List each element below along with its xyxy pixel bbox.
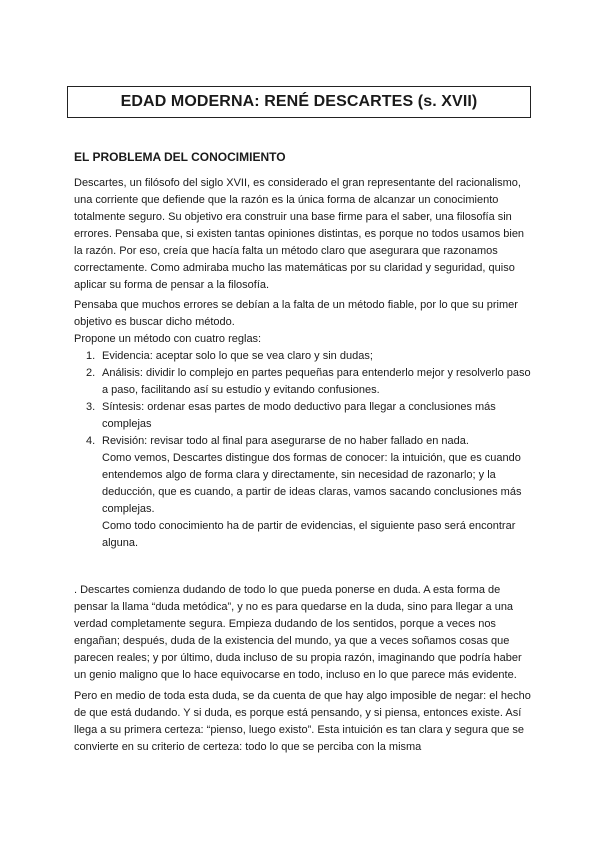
list-item (74, 365, 534, 399)
list-item (74, 433, 534, 552)
list-text: Síntesis: ordenar esas partes de modo deductivo para llegar a conclusiones más complejas (102, 401, 496, 430)
paragraph-methodic-doubt: . Descartes comienza dudando de todo lo que pueda ponerse en duda. A esta forma de pensar la llama “duda metódica”, y no es para quedarse en la duda, sino para llegar a una verdad completamente segura. Empieza dudando de los sentidos, porque a veces nos engañan; después, duda de la existencia del mundo, ya que a veces soñamos cosas que parecen reales; y por último, duda incluso de su propia razón, imaginando que podría haber un genio maligno que lo hace equivocarse en todo, incluso en lo que parece más evidente. (74, 584, 522, 681)
list-number: 1. (86, 350, 96, 362)
rule-4-next-step: Como todo conocimiento ha de partir de evidencias, el siguiente paso será encontrar alguna. (102, 520, 516, 549)
section-heading: EL PROBLEMA DEL CONOCIMIENTO (74, 150, 286, 164)
list-number: 2. (86, 367, 96, 379)
list-text: Análisis: dividir lo complejo en partes pequeñas para entenderlo mejor y resolverlo paso a paso, facilitando así su estudio y evitando confusiones. (102, 367, 531, 396)
paragraph-method: Pensaba que muchos errores se debían a la falta de un método fiable, por lo que su primer objetivo es buscar dicho método. (74, 299, 518, 328)
rules-list (74, 348, 534, 552)
list-number: 3. (86, 401, 96, 413)
document-title: EDAD MODERNA: RENÉ DESCARTES (s. XVII) (67, 86, 531, 118)
list-number: 4. (86, 435, 96, 447)
paragraph-intro: Descartes, un filósofo del siglo XVII, es considerado el gran representante del racionalismo, una corriente que defiende que la razón es la única forma de alcanzar un conocimiento totalmente seguro. Su objetivo era construir una base firme para el saber, una filosofía sin errores. Pensaba que, si existen tantas opiniones distintas, es porque no todos usamos bien la razón. Por eso, creía que hacía falta un método claro que asegurara que razonamos correctamente. Como admiraba mucho las matemáticas por su claridad y seguridad, quiso aplicar su forma de pensar a la filosofía. (74, 177, 525, 291)
list-text: Revisión: revisar todo al final para asegurarse de no haber fallado en nada. (102, 435, 469, 447)
rule-4-explanation: Como vemos, Descartes distingue dos formas de conocer: la intuición, que es cuando entendemos algo de forma clara y directamente, sin necesidad de razonarlo; y la deducción, que es cuando, a partir de ideas claras, vamos sacando conclusiones más complejas. (102, 452, 522, 515)
list-item (74, 399, 534, 433)
paragraph-rules-intro: Propone un método con cuatro reglas: (74, 333, 262, 345)
list-text: Evidencia: aceptar solo lo que se vea claro y sin dudas; (102, 350, 373, 362)
paragraph-first-certainty: Pero en medio de toda esta duda, se da cuenta de que hay algo imposible de negar: el hecho de que está dudando. Y si duda, es porque está pensando, y si piensa, entonces existe. Así llega a su primera certeza: “pienso, luego existo”. Esta intuición es tan clara y segura que se convierte en su criterio de certeza: todo lo que se perciba con la misma (74, 690, 531, 753)
list-item (74, 348, 534, 365)
